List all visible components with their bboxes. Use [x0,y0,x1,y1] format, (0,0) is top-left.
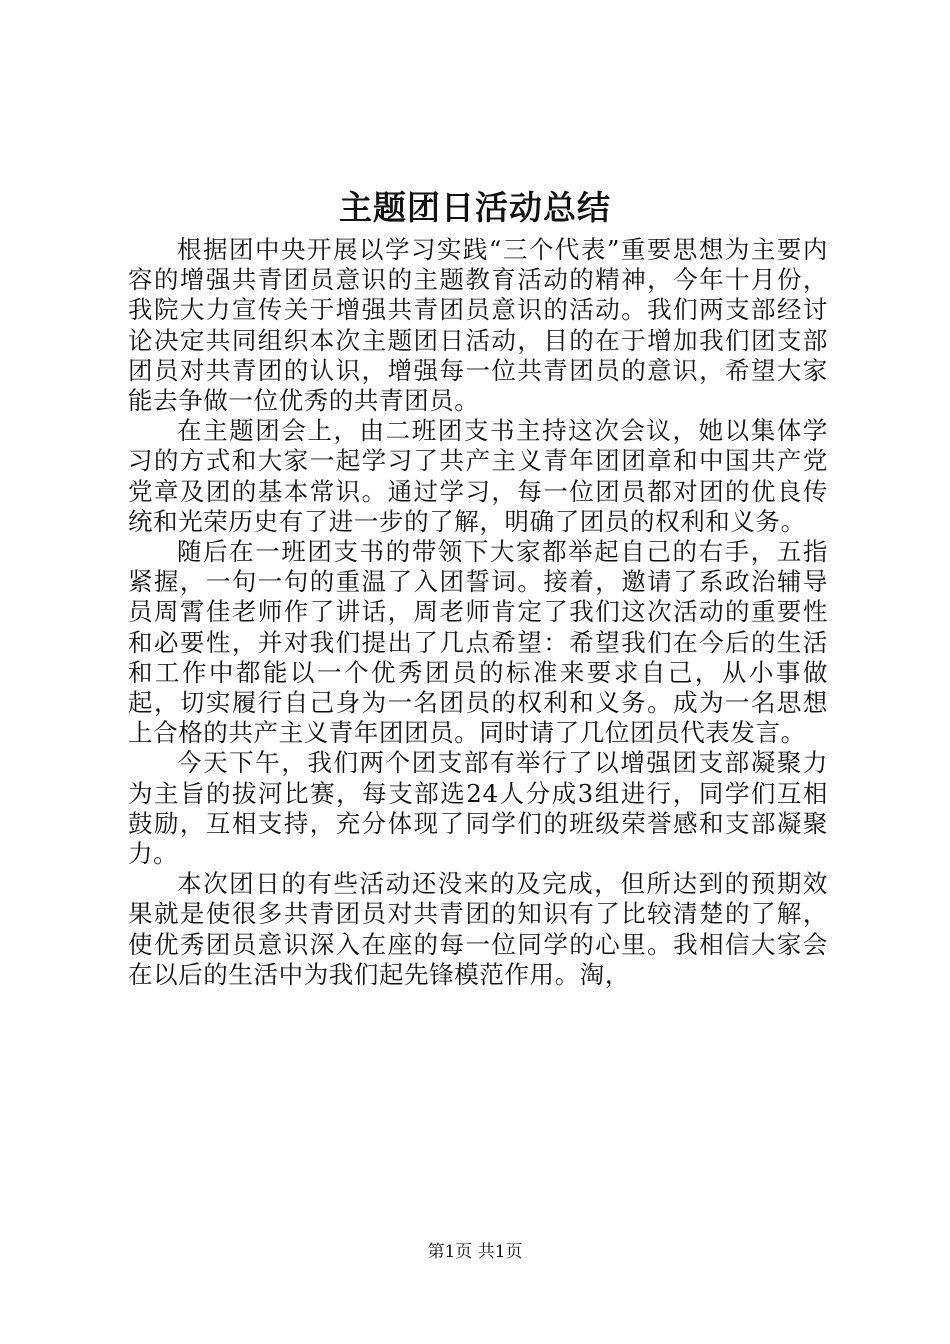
document-body [128,235,828,990]
page-footer: 第1页 共1页 [427,1242,523,1262]
paragraph-2: 在主题团会上，由二班团支书主持这次会议，她以集体学习的方式和大家一起学习了共产主义青年团团章和中国共产党党章及团的基本常识。通过学习，每一位团员都对团的优良传统和光荣历史有了进一步的了解，明确了团员的权利和义务。 [128,416,828,536]
paragraph-1: 根据团中央开展以学习实践“三个代表”重要思想为主要内容的增强共青团员意识的主题教育活动的精神，今年十月份，我院大力宣传关于增强共青团员意识的活动。我们两支部经讨论决定共同组织本次主题团日活动，目的在于增加我们团支部团员对共青团的认识，增强每一位共青团员的意识，希望大家能去争做一位优秀的共青团员。 [128,235,828,416]
document-title: 主题团日活动总结 [339,188,611,227]
paragraph-3: 随后在一班团支书的带领下大家都举起自己的右手，五指紧握，一句一句的重温了入团誓词。接着，邀请了系政治辅导员周霄佳老师作了讲话，周老师肯定了我们这次活动的重要性和必要性，并对我们提出了几点希望：希望我们在今后的生活和工作中都能以一个优秀团员的标准来要求自己，从小事做起，切实履行自己身为一名团员的权利和义务。成为一名思想上合格的共产主义青年团团员。同时请了几位团员代表发言。 [128,537,828,748]
paragraph-4: 今天下午，我们两个团支部有举行了以增强团支部凝聚力为主旨的拔河比赛，每支部选24人分成3组进行，同学们互相鼓励，互相支持，充分体现了同学们的班级荣誉感和支部凝聚力。 [128,748,828,869]
paragraph-5: 本次团日的有些活动还没来的及完成，但所达到的预期效果就是使很多共青团员对共青团的知识有了比较清楚的了解，使优秀团员意识深入在座的每一位同学的心里。我相信大家会在以后的生活中为我们起先锋模范作用。淘， [128,869,828,989]
